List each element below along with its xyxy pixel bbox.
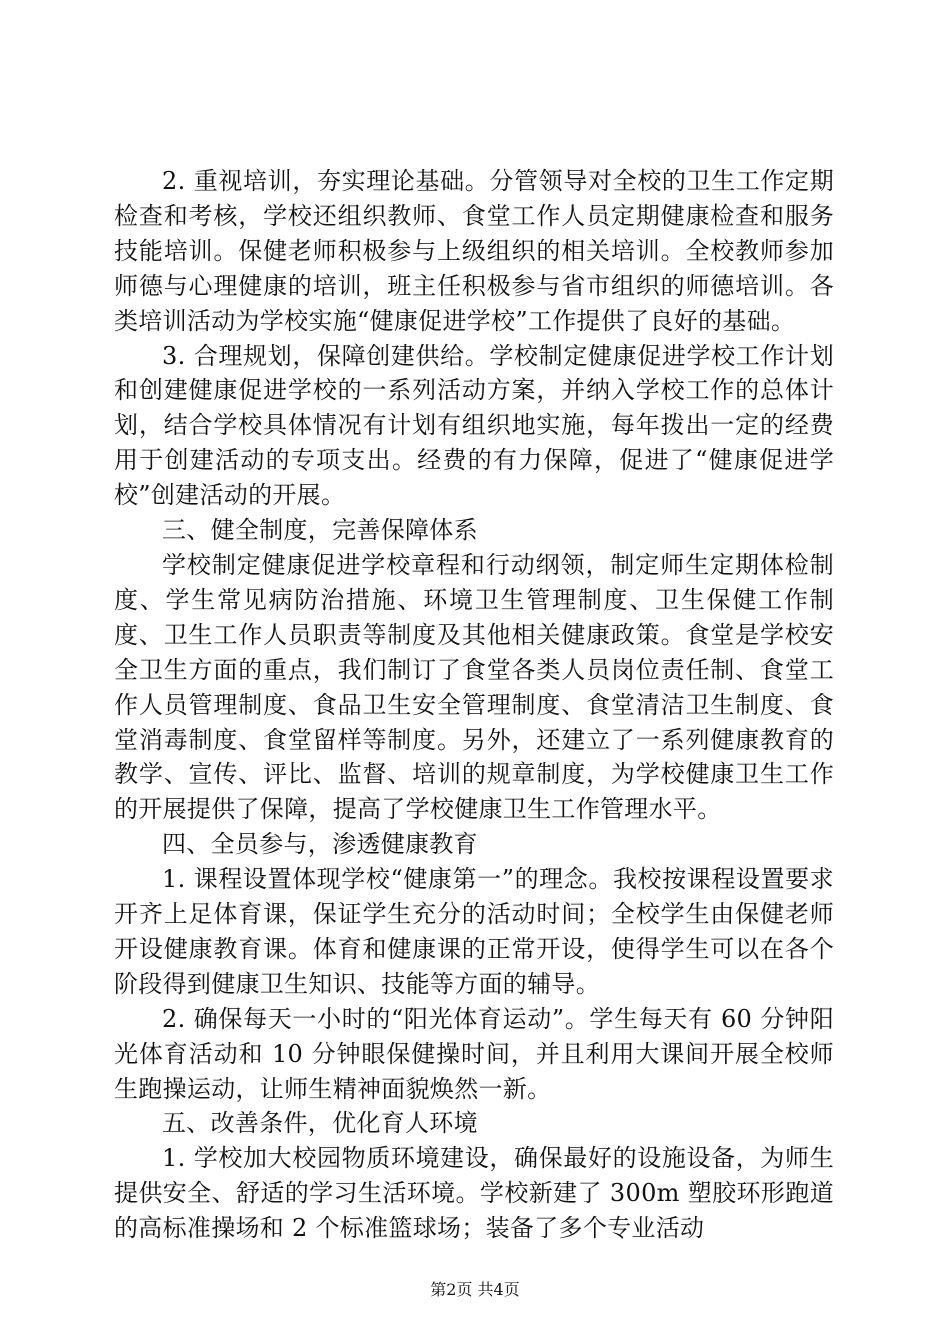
paragraph-training: 2. 重视培训，夯实理论基础。分管领导对全校的卫生工作定期检查和考核，学校还组织教师、食堂工作人员定期健康检查和服务技能培训。保健老师积极参与上级组织的相关培训。全校教师参加师德与心理健康的培训，班主任积极参与省市组织的师德培训。各类培训活动为学校实施“健康促进学校”工作提供了良好的基础。 <box>114 167 834 335</box>
paragraph-regulations: 学校制定健康促进学校章程和行动纲领，制定师生定期体检制度、学生常见病防治措施、环境卫生管理制度、卫生保健工作制度、卫生工作人员职责等制度及其他相关健康政策。食堂是学校安全卫生方面的重点，我们制订了食堂各类人员岗位责任制、食堂工作人员管理制度、食品卫生安全管理制度、食堂清洁卫生制度、食堂消毒制度、食堂留样等制度。另外，还建立了一系列健康教育的教学、宣传、评比、监督、培训的规章制度，为学校健康卫生工作的开展提供了保障，提高了学校健康卫生工作管理水平。 <box>114 550 834 824</box>
section-heading-environment: 五、改善条件，优化育人环境 <box>162 1109 478 1138</box>
page-number-footer: 第2页 共4页 <box>430 1280 520 1299</box>
document-body <box>114 164 834 1246</box>
section-heading-system: 三、健全制度，完善保障体系 <box>162 516 478 545</box>
paragraph-planning: 3. 合理规划，保障创建供给。学校制定健康促进学校工作计划和创建健康促进学校的一系列活动方案，并纳入学校工作的总体计划，结合学校具体情况有计划有组织地实施，每年拨出一定的经费用于创建活动的专项支出。经费的有力保障，促进了“健康促进学校”创建活动的开展。 <box>114 341 834 510</box>
section-heading-participation: 四、全员参与，渗透健康教育 <box>162 830 478 859</box>
paragraph-curriculum: 1. 课程设置体现学校“健康第一”的理念。我校按课程设置要求开齐上足体育课，保证学生充分的活动时间；全校学生由保健老师开设健康教育课。体育和健康课的正常开设，使得学生可以在各个阶段得到健康卫生知识、技能等方面的辅导。 <box>114 865 834 998</box>
paragraph-sunshine-sports: 2. 确保每天一小时的“阳光体育运动”。学生每天有 60 分钟阳光体育活动和 10 分钟眼保健操时间，并且利用大课间开展全校师生跑操运动，让师生精神面貌焕然一新。 <box>114 1004 834 1103</box>
paragraph-facilities: 1. 学校加大校园物质环境建设，确保最好的设施设备，为师生提供安全、舒适的学习生活环境。学校新建了 300m 塑胶环形跑道的高标准操场和 2 个标准篮球场；装备了多个专业活动 <box>114 1144 834 1243</box>
